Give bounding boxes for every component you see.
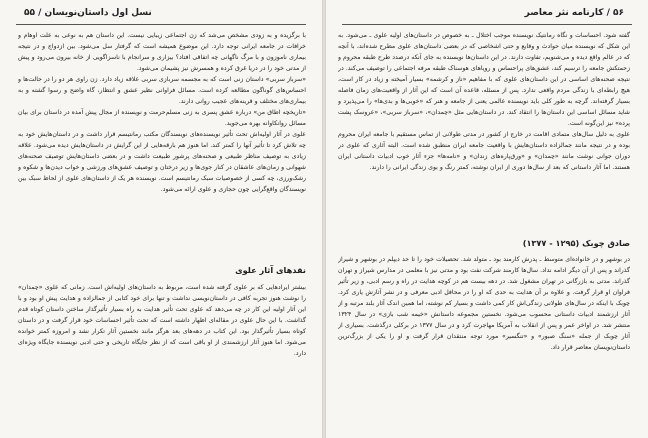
body-text [18,30,306,255]
paragraph: علوی به دلیل سال‌های متمادی اقامت در خارج از کشور در مدتی طولانی از تماس مستقیم با جامعه ایران محروم بوده و در نتیجه مانند جمالزاده داستان‌هایش با واقعیت جامعه ایران منطبق شده است. البته آثاری که علوی در دوران جوانی نوشت مانند «چمدان» و «ورق‌پاره‌های زندان» و «نامه‌ها» جزء آثار خوب ادبیات داستانی ایران هستند. اما آثار داستانی که بعد از سال‌ها دوری از ایران نوشته، کمتر رنگ و بوی زندگی ایرانی را دارند. [338,131,630,171]
paragraph: بیشتر ایرادهایی که بر علوی گرفته شده است، مربوط به داستان‌های اولیه‌اش است. زمانی که علوی «چمدان» را نوشت هنوز تجربه کافی در داستان‌نویسی نداشت و تنها برای خود کتابی از جمالزاده و هدایت پیش او بود و با این آثار اولیه این کار در چه می‌دهد که علوی تحت تأثیر هدایت به راه بسیار تأثیرگذار ساختن داستان کوتاه قدم گذاشت. با این حال علوی در مقاله‌ای اظهار داشته است که تحت تأثیر احساسات خود قرار گرفت و در داستان کوتاه بسیار تأثیرگذار بود. این کتاب در دهه‌های بعد هرگز مانند نخستین آثار تکرار نشد و امروزه کمتر خوانده می‌شود. اما هنوز آثار ارزشمندی از او باقی است که از نظر جایگاه تاریخی و حتی ادبی نویسنده جایگاه ویژه‌ای دارد. [18,284,306,357]
section-heading-block [338,237,630,249]
section-heading: نقدهای آثار علوی [235,265,306,275]
header-rule [342,24,632,25]
paragraph: با برگزیده و به زودی مشخص می‌شد که زن اجتماعی زیبایی نیست. این داستان هم به نوعی به علت اوهام و خرافات در جامعه ایرانی توجه دارد. این موضوع همیشه است که گرفتار سل می‌شود. بین ازدواج و در نتیجه بیماری ناموزون و با مرگ ناگهانی چه اتفاقی افتاد؟ بیزاری و سرانجام با ناسزاگویی از خانه بیرون می‌رود و پیش از مدتی خود را در دریا غرق کرده و همسرش نیز پشیمان می‌شود. [18,32,306,72]
header-rule [16,24,306,25]
section-heading-block [18,264,306,276]
right-page [326,0,648,438]
left-page [0,0,322,438]
body-text [338,30,630,230]
body-text [338,254,630,432]
running-head: نسل اول داستان‌نویسان / ۵۵ [24,8,152,18]
body-text [18,282,306,430]
running-head: ۵۶ / کارنامه نثر معاصر [524,8,624,18]
paragraph: گفته شود. احساسات و نگاه رمانتیک نویسنده موجب اختلال ـ به خصوص در داستان‌های اولیه علوی ـ می‌شود. به این شکل که نویسنده میان حوادث و وقایع و حتی اشخاصی که در بعضی داستان‌های علوی مطرح شده‌اند، با آنچه که در عالم واقع دیده و می‌شنویم، تفاوت دارند. در این داستان‌ها نویسنده به جای آنکه درصدد طرح طبقه محروم و زحمتکش جامعه را ترسیم کند، عشق‌های پراحساس و رویاهای هوسناک طبقه مرفه اجتماعی را توصیف می‌کند. در نتیجه صحنه‌های اساسی در این داستان‌های علوی که با مفاهیم «ناز و کرشمه» بسیار آمیخته و زیاد در کار است، هیچ رابطه‌ای با زندگی مردم واقعی ندارد. پس از مسئله، قاعده آن است که این آثار از واقعیت‌های زمان فاصله بسیار گرفته‌اند. گرچه به طور کلی باید نویسنده عالمی یعنی از جامعه و هنر که «خوبی‌ها و بدی‌ها» را می‌پذیرد و شاید مسائل اساسی این داستان‌ها را انتقاد کند. در داستان‌هایی مثل «چمدان»، «سرباز سربی»، «عروسک پشت پرده» نیز این‌گونه است. [338,32,630,127]
section-heading: صادق چوبک (۱۲۹۵ - ۱۳۷۷) [522,238,630,248]
paragraph: علوی در آثار اولیه‌اش تحت تأثیر نویسنده‌های نویسندگان مکتب رمانتیسم قرار داشت و در داستان‌هایش خود به چه تلاش کرد تا تأثیر آنها را کمتر کند. اما هنوز هم بارقه‌هایی از این گرایش در داستان‌هایش دیده می‌شود. علاقه زیادی به توصیف مناظر طبیعی و صحنه‌های پرشور طبیعت داشت و در بعضی داستان‌هایش توصیف صحنه‌های شهوانی و زمان‌های عاشقان در کنار جوی‌ها و زیر درختان و توصیف عشق‌های ورزشی و خواب دیدن‌ها و شکوه و رشک‌ورزی، چه کسی از خصوصیات سبک رمانتیسم است. نویسنده هر یک از داستان‌های علوی از لحاظ سبک بین نویسندگان واقع‌گرایی چون حجازی و علوی ارائه می‌شود. [18,131,306,193]
paragraph: «تاریخچه اطاق من» درباره عشق پسری به زنی مسلم‌حرمت و نویسنده از مجال پیش آمده در داستان برای بیان مسائل روانکاوانه بهره می‌جوید. [18,109,306,127]
paragraph: «سرباز سربی» داستان زنی است که به مجسمه سربازی سربی علاقه زیاد دارد. زن راوی هر دو را در حالت‌ها و احساس‌های گوناگون مطالعه کرده است. مسائل فراوانی نظیر عشق و انتظار، گاه واضح و رسوا گشته و به بیماری‌های مختلف و قرینه‌های عجیب روانی دارند. [18,76,306,105]
paragraph: در بوشهر و در خانواده‌ای متوسط ـ پدرش کارمند بود ـ متولد شد. تحصیلات خود را تا حد دیپلم در بوشهر و شیراز گذراند و پس از آن دیگر ادامه نداد. سال‌ها کارمند شرکت نفت بود و مدتی نیز با معلمی در مدارس شیراز و تهران گذراند. مدتی به بازرگانی در تهران مشغول شد. در دهه بیست هم در کوچه هدایت در راه و رسم ادبی، و زیر تأثیر فراوان او قرار گرفت. و علاوه بر آن هدایت به حدی که او را در محافل ادبی معرفی و در نشر آثارش یاری کرد. چوبک با اینکه در سال‌های طولانی زندگی‌اش کار کمی داشت و بسیار کم نوشته، اما همین اندک آثار بلند مرتبه و از آثار ارزشمند ادبیات داستانی محسوب می‌شود. نخستین مجموعه داستانش «خیمه شب بازی» در سال ۱۳۲۴ منتشر شد. در اواخر عمر و پس از انقلاب به آمریکا مهاجرت کرد و در سال ۱۳۷۷ در برکلی درگذشت. بسیاری از آثار چوبک از جمله «سنگ صبور» و «تنگسیر» مورد توجه منتقدان قرار گرفت و او را یکی از بزرگ‌ترین داستان‌نویسان معاصر قرار داد. [338,256,630,351]
